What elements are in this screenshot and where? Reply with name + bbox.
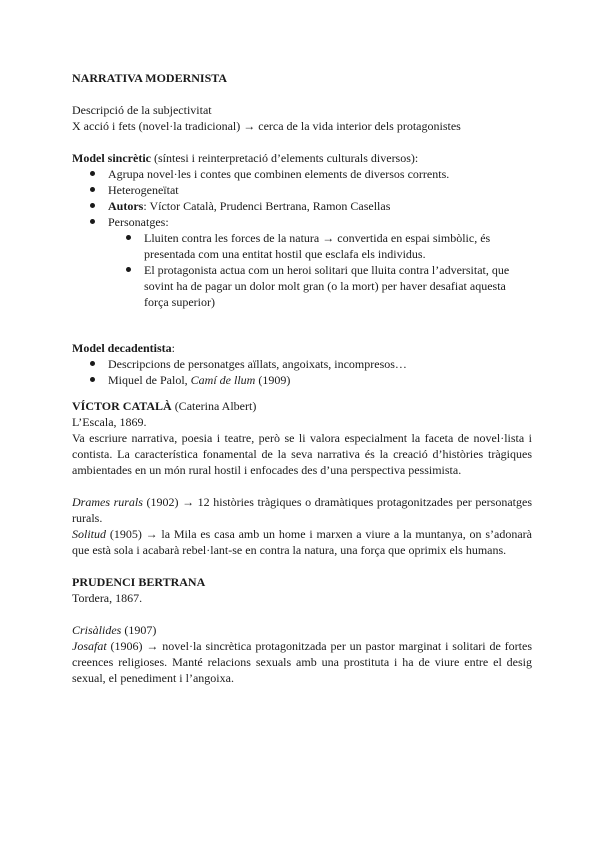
document-title: NARRATIVA MODERNISTA (72, 71, 228, 85)
model-sincretic-desc: (síntesi i reinterpretació d’elements culturals diversos): (150, 151, 419, 165)
list-item: Heterogeneïtat (72, 182, 532, 198)
sub-list-item: El protagonista actua com un heroi solitari que lluita contra l’adversitat, que sovint ha de pagar un dolor molt gran (o la mort) per haver desafiat aquesta força superior) (108, 262, 532, 310)
bertrana-origin: Tordera, 1867. (72, 591, 143, 605)
bertrana-work-1: Crisàlides (1907) (72, 623, 157, 637)
work-title: Josafat (72, 639, 107, 653)
personatges-sublist (72, 230, 532, 310)
list-item (72, 214, 532, 310)
list-item: Descripcions de personatges aïllats, angoixats, incompresos… (72, 356, 532, 372)
model-decadentista-heading: Model decadentista: (72, 341, 175, 355)
bertrana-heading: PRUDENCI BERTRANA (72, 575, 206, 589)
list-item (72, 198, 532, 214)
catala-heading: VÍCTOR CATALÀ (Caterina Albert) (72, 399, 257, 413)
intro-line-1: Descripció de la subjectivitat (72, 103, 212, 117)
work-title: Crisàlides (72, 623, 122, 637)
catala-origin: L’Escala, 1869. (72, 415, 147, 429)
autors-label: Autors (108, 199, 144, 213)
bertrana-work-2: Josafat (1906) → novel·la sincrètica protagonitzada per un pastor marginat i solitari de fortes creences religioses. Manté relacions sexuals amb una prostituta i ha de viure entre el desig sexual, el penediment i l’angoixa. (72, 639, 532, 685)
model-decadentista-label: Model decadentista (72, 341, 172, 355)
catala-work-1: Drames rurals (1902) → 12 històries tràgiques o dramàtiques protagonitzades per personatges rurals. (72, 495, 533, 525)
work-title: Camí de llum (190, 373, 256, 387)
work-title: Solitud (72, 527, 107, 541)
model-sincretic-list (72, 166, 532, 310)
model-sincretic-label: Model sincrètic (72, 151, 151, 165)
work-title: Drames rurals (72, 495, 143, 509)
list-item: Agrupa novel·les i contes que combinen elements de diversos corrents. (72, 166, 532, 182)
list-item: Miquel de Palol, Camí de llum (1909) (72, 372, 532, 388)
model-sincretic-heading (72, 150, 532, 166)
catala-paragraph: Va escriure narrativa, poesia i teatre, però se li valora especialment la faceta de novel·lista i contista. La característica fonamental de la seva narrativa és la creació d’històries tràgiques ambientades en un món rural hostil i enfocades des d’una perspectiva pessimista. (72, 431, 532, 477)
personatges-label: Personatges: (108, 215, 169, 229)
autors-text: : Víctor Català, Prudenci Bertrana, Ramon Casellas (143, 199, 391, 213)
document-body (72, 70, 532, 686)
catala-work-2: Solitud (1905) → la Mila es casa amb un home i marxen a viure a la muntanya, on s’adonarà que està sola i acabarà rebel·lant-se en contra la natura, una força que oprimix els humans. (72, 527, 532, 557)
sub-list-item: Lluiten contra les forces de la natura → convertida en espai simbòlic, és presentada com una entitat hostil que esclafa els individus. (108, 230, 532, 262)
model-decadentista-list (72, 356, 532, 388)
intro-line-2: X acció i fets (novel·la tradicional) → cerca de la vida interior dels protagonistes (72, 119, 461, 133)
